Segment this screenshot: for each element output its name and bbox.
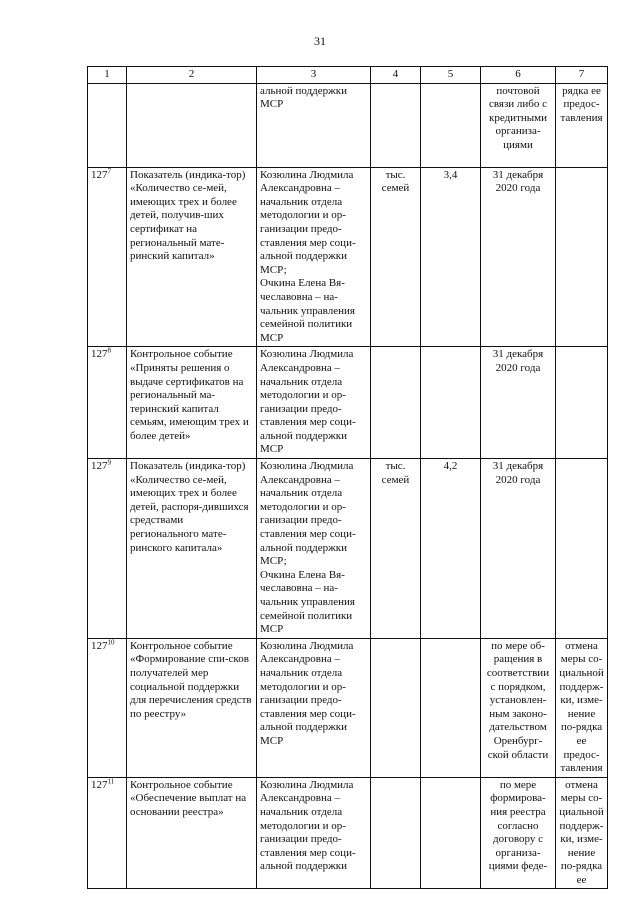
deadline-cell: 31 декабря 2020 года (481, 167, 556, 347)
table-row (88, 459, 608, 639)
value-cell (421, 83, 481, 167)
column-header: 7 (556, 67, 608, 84)
value-cell: 3,4 (421, 167, 481, 347)
row-number: $127^7$ (88, 167, 127, 347)
measure-name: Контрольное событие «Приняты решения о выдаче сертификатов на региональный ма-теринский капитал семьям, имеющим трех и более детей» (127, 347, 257, 459)
table-row (88, 167, 608, 347)
note-cell: отмена меры со-циальной поддерж-ки, изме-нение по-рядка ее (556, 777, 608, 889)
column-header: 5 (421, 67, 481, 84)
responsible-person: альной поддержки МСР (257, 83, 371, 167)
row-number: $127^8$ (88, 347, 127, 459)
column-header: 3 (257, 67, 371, 84)
deadline-cell: по мере об-ращения в соответствии с порядком, установлен-ным законо-дательством Оренбург-ской области (481, 638, 556, 777)
unit-cell (371, 83, 421, 167)
row-number (88, 83, 127, 167)
responsible-person: Козюлина Людмила Александровна – начальник отдела методологии и ор- ганизации предо- ставления мер соци- альной поддержки МСР; Очкина Елена Вя- чеславовна – на- чальник управления семейной политики МСР (257, 167, 371, 347)
header-row (88, 67, 608, 84)
note-cell (556, 167, 608, 347)
responsible-person: Козюлина Людмила Александровна – начальник отдела методологии и ор- ганизации предо- ставления мер соци- альной поддержки МСР (257, 347, 371, 459)
value-cell (421, 347, 481, 459)
value-cell: 4,2 (421, 459, 481, 639)
deadline-cell: по мере формирова-ния реестра согласно договору с организа-циями феде- (481, 777, 556, 889)
measure-name: Контрольное событие «Обеспечение выплат на основании реестра» (127, 777, 257, 889)
row-number: $127^{10}$ (88, 638, 127, 777)
deadline-cell: 31 декабря 2020 года (481, 347, 556, 459)
row-number: $127^{11}$ (88, 777, 127, 889)
row-number: $127^9$ (88, 459, 127, 639)
responsible-person: Козюлина Людмила Александровна – начальник отдела методологии и ор- ганизации предо- ставления мер соци- альной поддержки МСР; Очкина Елена Вя- чеславовна – на- чальник управления семейной политики МСР (257, 459, 371, 639)
table-row (88, 347, 608, 459)
page-number: 31 (314, 34, 326, 48)
responsible-person: Козюлина Людмила Александровна – начальник отдела методологии и ор- ганизации предо- ставления мер соци- альной поддержки МСР (257, 638, 371, 777)
value-cell (421, 777, 481, 889)
column-header: 4 (371, 67, 421, 84)
table-row (88, 777, 608, 889)
unit-cell: тыс. семей (371, 459, 421, 639)
table-row (88, 83, 608, 167)
responsible-person: Козюлина Людмила Александровна – начальник отдела методологии и ор- ганизации предо- ставления мер соци- альной поддержки (257, 777, 371, 889)
unit-cell (371, 347, 421, 459)
unit-cell: тыс. семей (371, 167, 421, 347)
measures-table (87, 66, 608, 889)
note-cell: отмена меры со-циальной поддерж-ки, изме-нение по-рядка ее предос-тавления (556, 638, 608, 777)
measure-name: Показатель (индика-тор) «Количество се-мей, имеющих трех и более детей, получив-ших сертификат на региональный мате-ринский капитал» (127, 167, 257, 347)
column-header: 2 (127, 67, 257, 84)
unit-cell (371, 777, 421, 889)
measure-name: Показатель (индика-тор) «Количество се-мей, имеющих трех и более детей, распоря-дившихся средствами регионального мате-ринского капитала» (127, 459, 257, 639)
value-cell (421, 638, 481, 777)
measure-name: Контрольное событие «Формирование спи-сков получателей мер социальной поддержки для перечисления средств по реестру» (127, 638, 257, 777)
table-row (88, 638, 608, 777)
column-header: 6 (481, 67, 556, 84)
column-header: 1 (88, 67, 127, 84)
deadline-cell: 31 декабря 2020 года (481, 459, 556, 639)
note-cell (556, 459, 608, 639)
note-cell: рядка ее предос-тавления (556, 83, 608, 167)
measure-name (127, 83, 257, 167)
unit-cell (371, 638, 421, 777)
deadline-cell: почтовой связи либо с кредитными организа-циями (481, 83, 556, 167)
note-cell (556, 347, 608, 459)
